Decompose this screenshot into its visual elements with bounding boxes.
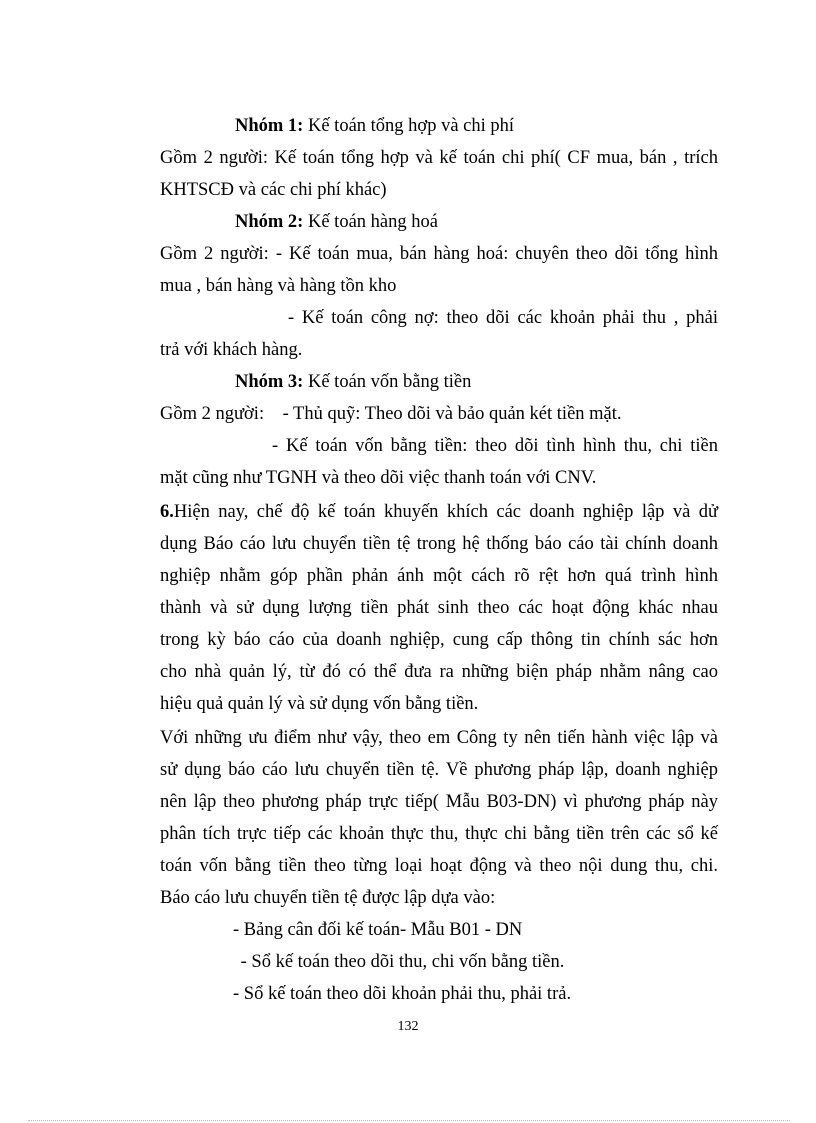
group-3-line-2: - Kế toán vốn bằng tiền: theo dõi tình hình thu, chi tiền: [272, 436, 718, 456]
group-3-heading-label: Nhóm 3:: [235, 372, 304, 392]
list-item: - Bảng cân đối kế toán- Mẫu B01 - DN: [233, 920, 523, 940]
group-3-line-3: mặt cũng như TGNH và theo dõi việc thanh toán với CNV.: [160, 468, 597, 488]
section-6-line-1: [160, 501, 718, 523]
paragraph-2-line-3: nên lập theo phương pháp trực tiếp( Mẫu B03-DN) vì phương pháp này: [160, 792, 718, 812]
group-2-line-1: Gồm 2 người: - Kế toán mua, bán hàng hoá: chuyên theo dõi tổng hình: [160, 244, 718, 264]
paragraph-2-line-5: toán vốn bằng tiền theo từng loại hoạt động và theo nội dung thu, chi.: [160, 856, 718, 876]
section-6-line-3: nghiệp nhằm góp phần phản ánh một cách rõ rệt hơn quá trình hình: [160, 566, 718, 586]
paragraph-2-line-6: Báo cáo lưu chuyển tiền tệ được lập dựa vào:: [160, 888, 496, 908]
group-3-heading-text: Kế toán vốn bằng tiền: [303, 372, 472, 392]
section-6-line-6: cho nhà quản lý, từ đó có thể đưa ra những biện pháp nhằm nâng cao: [160, 662, 718, 682]
section-6-line-5: trong kỳ báo cáo của doanh nghiệp, cung cấp thông tin chính sác hơn: [160, 630, 718, 650]
section-6-line-1-text: Hiện nay, chế độ kế toán khuyến khích các doanh nghiệp lập và dử: [173, 502, 718, 522]
paragraph-2-line-1: Với những ưu điểm như vậy, theo em Công ty nên tiến hành việc lập và: [160, 728, 718, 748]
group-3-heading: [235, 371, 471, 393]
group-1-heading-text: Kế toán tổng hợp và chi phí: [303, 116, 515, 136]
list-item: - Sổ kế toán theo dõi khoản phải thu, phải trả.: [233, 984, 572, 1004]
section-6-number: 6.: [160, 502, 174, 522]
section-6-line-2: dụng Báo cáo lưu chuyển tiền tệ trong hệ thống báo cáo tài chính doanh: [160, 534, 718, 554]
group-2-heading: [235, 211, 438, 233]
group-2-line-2: mua , bán hàng và hàng tồn kho: [160, 276, 397, 296]
group-1-line-2: KHTSCĐ và các chi phí khác): [160, 180, 387, 200]
group-1-line-1: Gồm 2 người: Kế toán tổng hợp và kế toán chi phí( CF mua, bán , trích: [160, 148, 718, 168]
page-bottom-divider: [28, 1120, 790, 1121]
group-2-line-4: trả với khách hàng.: [160, 340, 303, 360]
list-item: - Sổ kế toán theo dõi thu, chi vốn bằng tiền.: [236, 952, 565, 972]
group-1-heading: [235, 115, 514, 137]
group-2-heading-label: Nhóm 2:: [235, 212, 304, 232]
group-1-heading-label: Nhóm 1:: [235, 116, 304, 136]
group-2-line-3: - Kế toán công nợ: theo dõi các khoản phải thu , phải: [288, 308, 718, 328]
section-6-line-7: hiệu quả quản lý và sử dụng vốn bằng tiền.: [160, 694, 479, 714]
group-2-heading-text: Kế toán hàng hoá: [303, 212, 438, 232]
paragraph-2-line-4: phân tích trực tiếp các khoản thực thu, thực chi bằng tiền trên các sổ kế: [160, 824, 718, 844]
paragraph-2-line-2: sử dụng báo cáo lưu chuyển tiền tệ. Về phương pháp lập, doanh nghiệp: [160, 760, 718, 780]
page-number: 132: [397, 1019, 419, 1034]
group-3-line-1: Gồm 2 người: - Thủ quỹ: Theo dõi và bảo quản két tiền mặt.: [160, 404, 622, 424]
section-6-line-4: thành và sử dụng lượng tiền phát sinh theo các hoạt động khác nhau: [160, 598, 718, 618]
